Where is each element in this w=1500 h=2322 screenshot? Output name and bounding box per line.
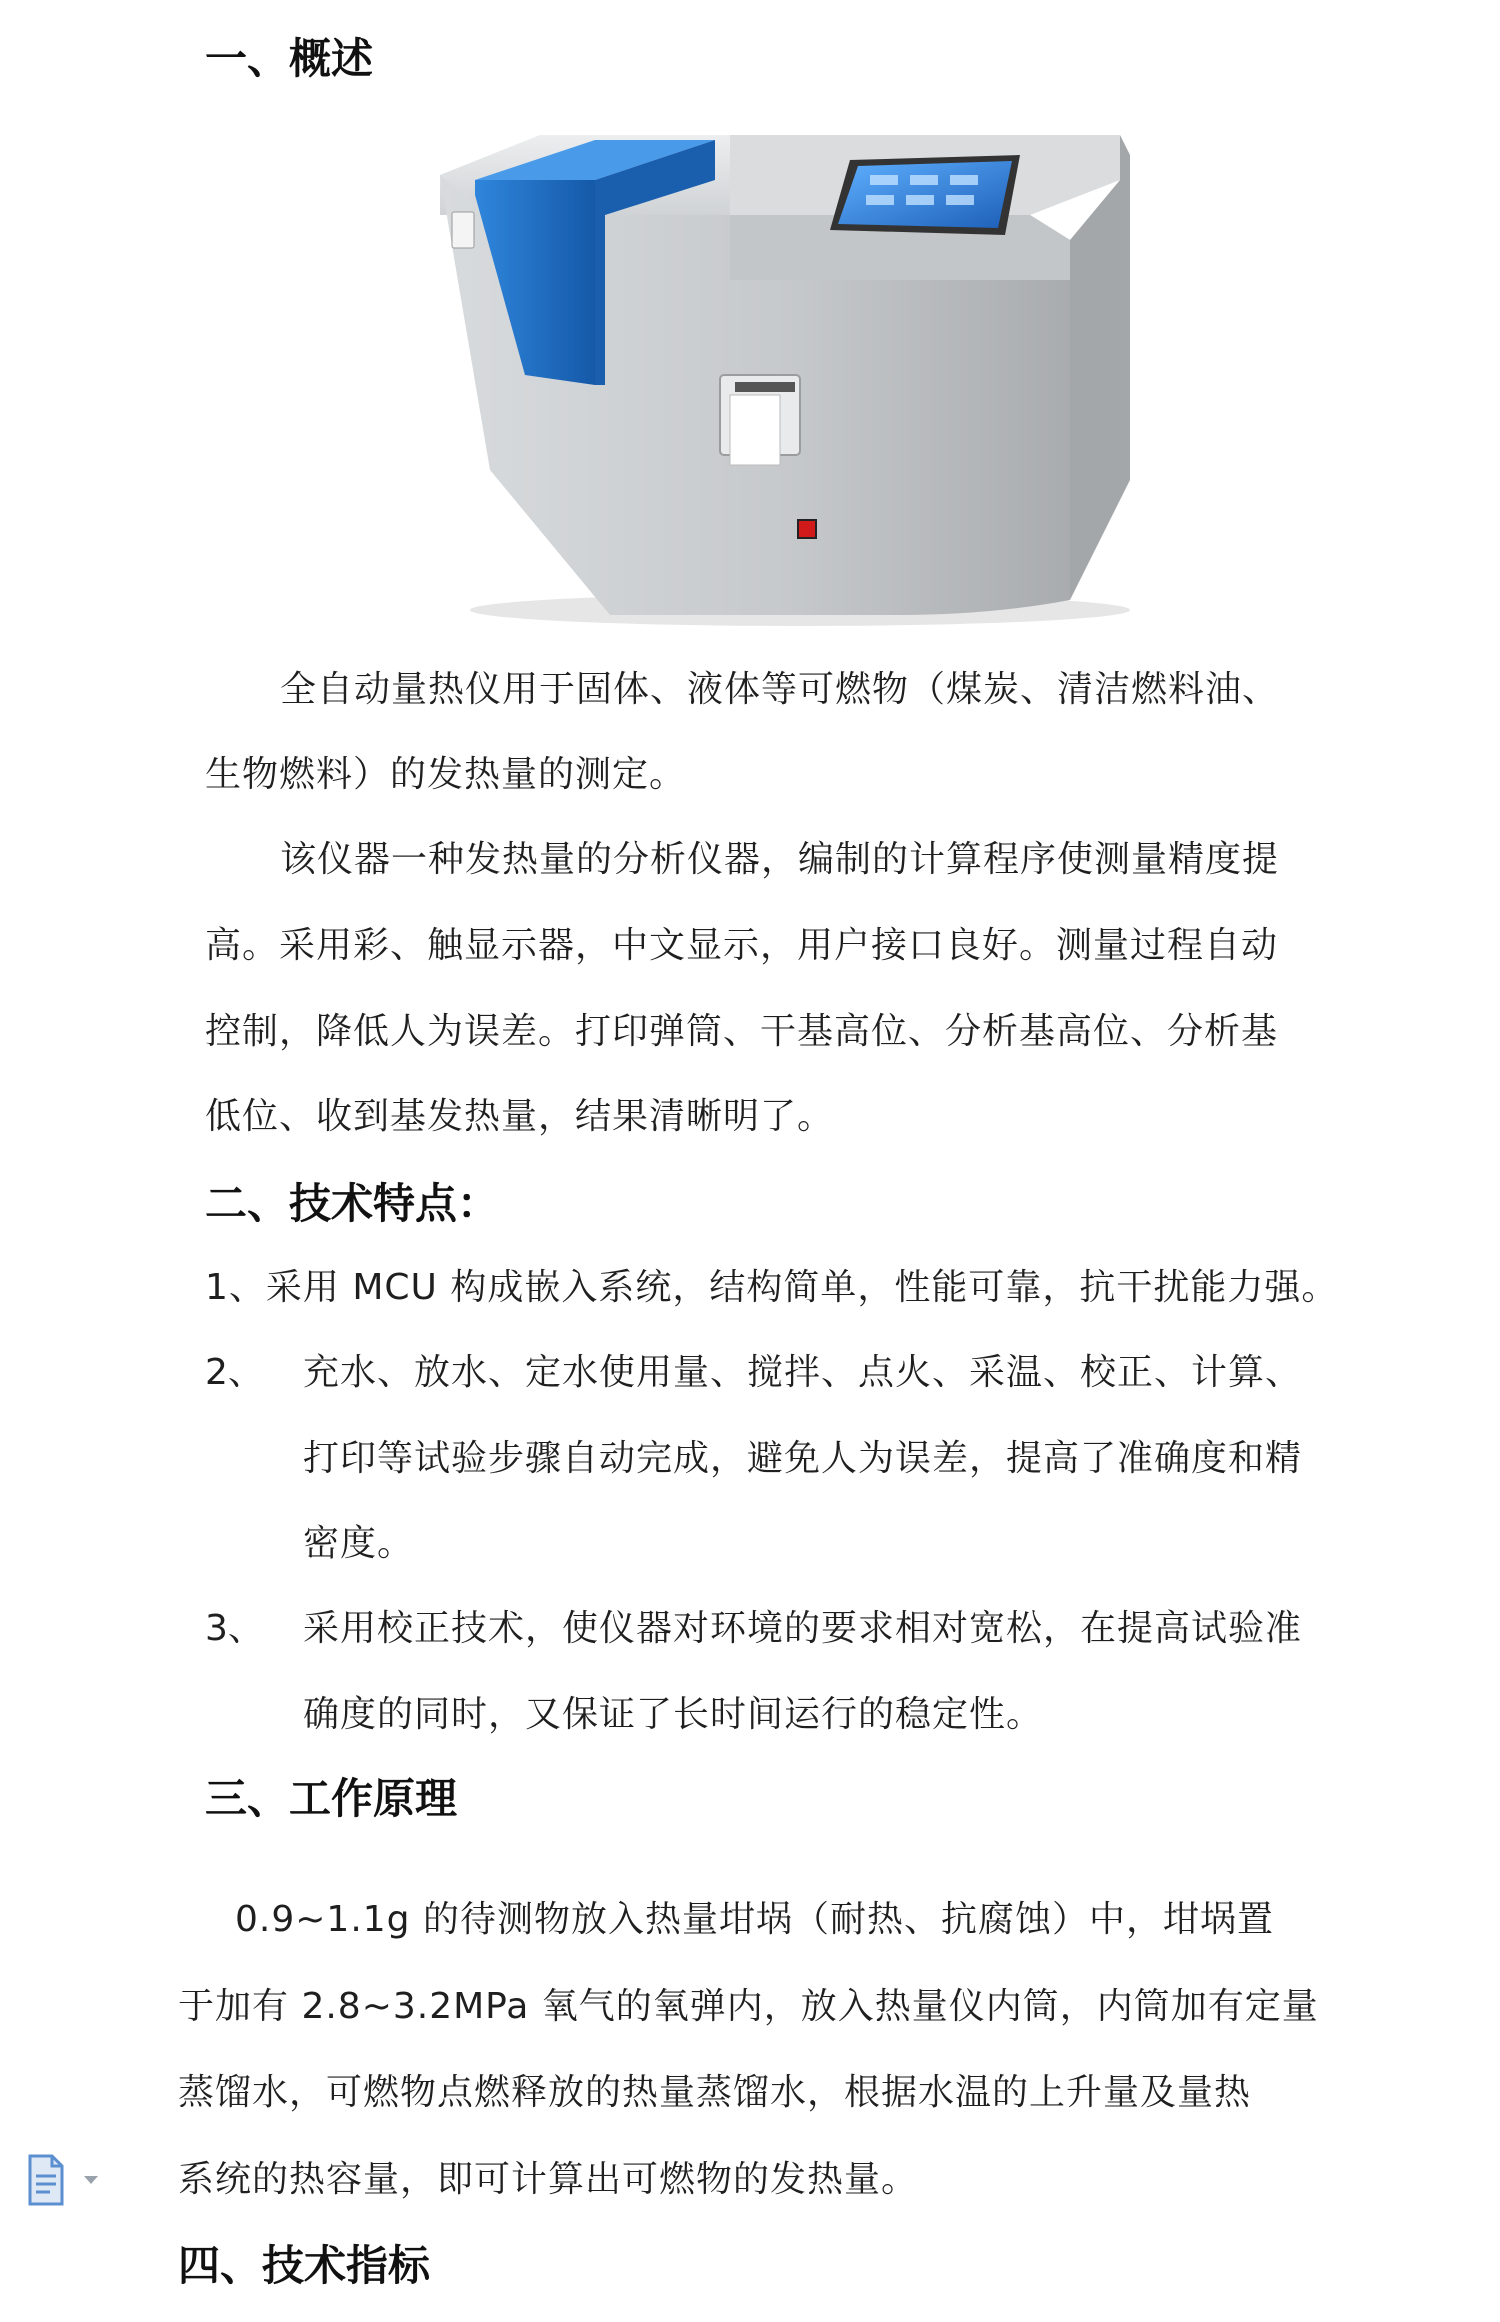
overview-paragraph-2-line-3: 控制，降低人为误差。打印弹筒、干基高位、分析基高位、分析基: [205, 1011, 1279, 1052]
document-icon[interactable]: [22, 2150, 112, 2210]
principle-line-2: 于加有 2.8~3.2MPa 氧气的氧弹内，放入热量仪内筒，内筒加有定量: [178, 1986, 1319, 2027]
overview-paragraph-1-line-2: 生物燃料）的发热量的测定。: [205, 754, 687, 795]
feature-item-3-number: 3、: [205, 1608, 264, 1649]
overview-paragraph-2-line-4: 低位、收到基发热量，结果清晰明了。: [205, 1096, 835, 1137]
section-heading-specs: 四、技术指标: [178, 2241, 431, 2290]
principle-line-1: 0.9~1.1g 的待测物放入热量坩埚（耐热、抗腐蚀）中，坩埚置: [235, 1899, 1274, 1940]
feature-item-2-number: 2、: [205, 1352, 264, 1393]
feature-item-2-line-3: 密度。: [303, 1523, 415, 1564]
feature-item-1: 1、采用 MCU 构成嵌入系统，结构简单，性能可靠，抗干扰能力强。: [205, 1267, 1339, 1308]
section-heading-principle: 三、工作原理: [205, 1774, 458, 1823]
feature-item-3-line-2: 确度的同时，又保证了长时间运行的稳定性。: [303, 1694, 1044, 1735]
overview-paragraph-2-line-1: 该仪器一种发热量的分析仪器，编制的计算程序使测量精度提: [280, 839, 1280, 880]
feature-item-2-line-1: 充水、放水、定水使用量、搅拌、点火、采温、校正、计算、: [303, 1352, 1303, 1393]
chevron-down-icon[interactable]: [84, 2176, 98, 2184]
feature-item-3-line-1: 采用校正技术，使仪器对环境的要求相对宽松，在提高试验准: [303, 1608, 1303, 1649]
overview-paragraph-2-line-2: 高。采用彩、触显示器，中文显示，用户接口良好。测量过程自动: [205, 925, 1279, 966]
feature-item-2-line-2: 打印等试验步骤自动完成，避免人为误差，提高了准确度和精: [303, 1438, 1303, 1479]
overview-paragraph-1-line-1: 全自动量热仪用于固体、液体等可燃物（煤炭、清洁燃料油、: [280, 669, 1280, 710]
principle-line-3: 蒸馏水，可燃物点燃释放的热量蒸馏水，根据水温的上升量及量热: [178, 2072, 1252, 2113]
section-heading-features: 二、技术特点：: [205, 1179, 500, 1228]
section-heading-overview: 一、概述: [205, 34, 374, 83]
principle-line-4: 系统的热容量，即可计算出可燃物的发热量。: [178, 2159, 919, 2200]
calorimeter-product-image: [430, 120, 1150, 630]
document-icon-glyph: [30, 2156, 62, 2204]
